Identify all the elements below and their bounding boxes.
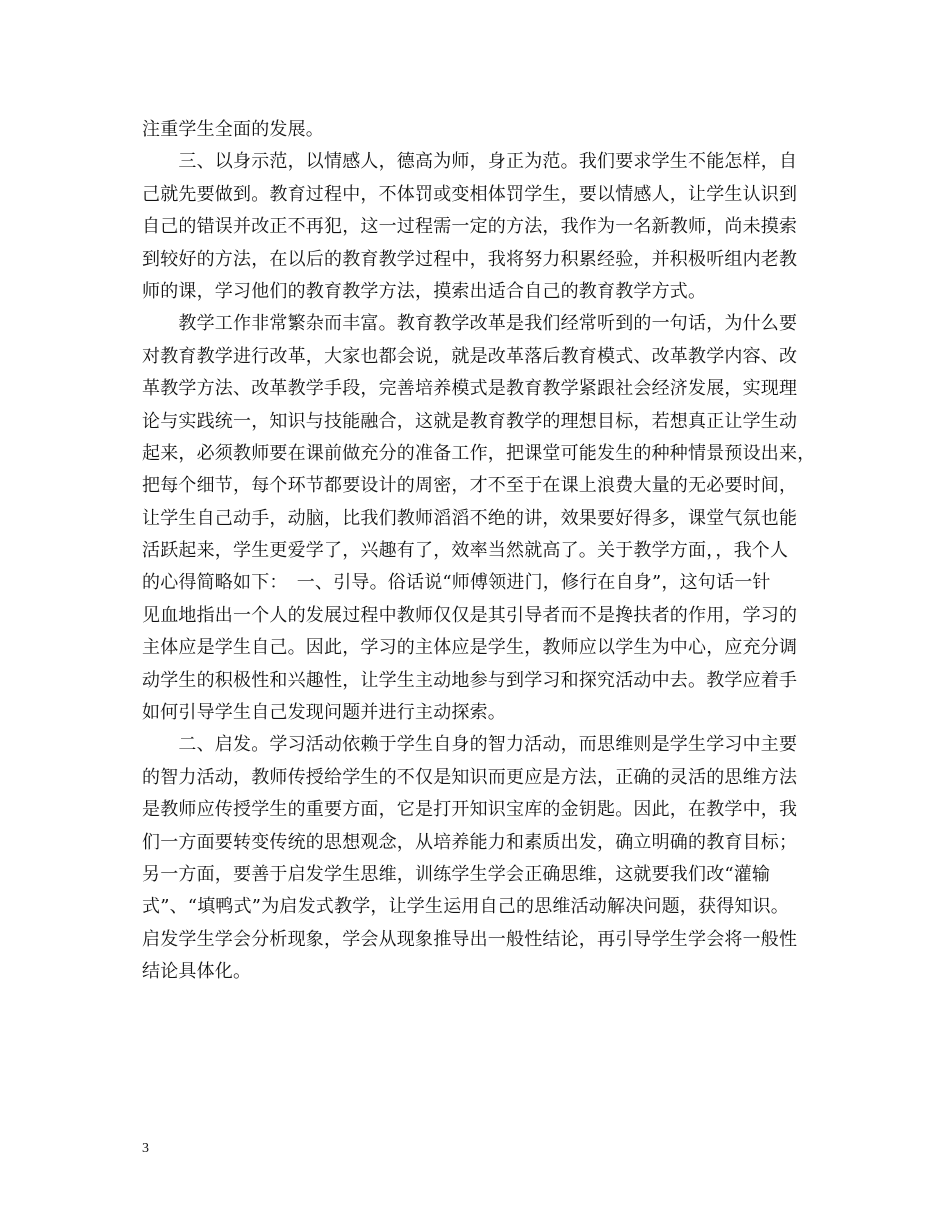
text-line: 式”、“填鸭式”为启发式教学，让学生运用自己的思维活动解决问题，获得知识。 xyxy=(142,896,790,918)
text-line: 己就先要做到。教育过程中，不体罚或变相体罚学生，要以情感人，让学生认识到 xyxy=(142,183,798,205)
text-line: 到较好的方法，在以后的教育教学过程中，我将努力积累经验，并积极听组内老教 xyxy=(142,248,798,270)
text-line: 二、启发。学习活动依赖于学生自身的智力活动，而思维则是学生学习中主要 xyxy=(142,734,798,756)
text-line: 启发学生学会分析现象，学会从现象推导出一般性结论，再引导学生学会将一般性 xyxy=(142,928,798,950)
text-line: 结论具体化。 xyxy=(142,961,252,983)
text-line: 的智力活动，教师传授给学生的不仅是知识而更应是方法，正确的灵活的思维方法 xyxy=(142,766,798,788)
text-line: 三、以身示范，以情感人，德高为师，身正为范。我们要求学生不能怎样，自 xyxy=(142,151,798,173)
text-line: 活跃起来，学生更爱学了，兴趣有了，效率当然就高了。关于教学方面，，我个人 xyxy=(142,540,789,562)
text-line: 起来，必须教师要在课前做充分的准备工作，把课堂可能发生的种种情景预设出来， xyxy=(142,442,816,464)
text-line: 师的课，学习他们的教育教学方法，摸索出适合自己的教育教学方式。 xyxy=(142,280,707,302)
text-line: 是教师应传授学生的重要方面，它是打开知识宝库的金钥匙。因此，在教学中，我 xyxy=(142,799,798,821)
text-line: 们一方面要转变传统的思想观念，从培养能力和素质出发，确立明确的教育目标； xyxy=(142,831,798,853)
text-line: 把每个细节，每个环节都要设计的周密，才不至于在课上浪费大量的无必要时间， xyxy=(142,475,798,497)
text-line: 自己的错误并改正不再犯，这一过程需一定的方法，我作为一名新教师，尚未摸索 xyxy=(142,216,798,238)
text-line: 让学生自己动手，动脑，比我们教师滔滔不绝的讲，效果要好得多，课堂气氛也能 xyxy=(142,507,798,529)
text-line: 动学生的积极性和兴趣性，让学生主动地参与到学习和探究活动中去。教学应着手 xyxy=(142,669,798,691)
text-line: 另一方面，要善于启发学生思维，训练学生学会正确思维，这就要我们改“灌输 xyxy=(142,863,771,885)
text-line: 论与实践统一，知识与技能融合，这就是教育教学的理想目标，若想真正让学生动 xyxy=(142,410,798,432)
text-line: 主体应是学生自己。因此，学习的主体应是学生，教师应以学生为中心，应充分调 xyxy=(142,637,798,659)
text-line: 如何引导学生自己发现问题并进行主动探索。 xyxy=(142,702,506,724)
text-line: 见血地指出一个人的发展过程中教师仅仅是其引导者而不是搀扶者的作用，学习的 xyxy=(142,604,798,626)
body-text xyxy=(142,114,842,989)
text-line: 的心得简略如下： 一、引导。俗话说“师傅领进门，修行在自身”，这句话一针 xyxy=(142,572,771,594)
text-line: 注重学生全面的发展。 xyxy=(142,119,324,140)
page-number: 3 xyxy=(142,1141,149,1156)
text-line: 教学工作非常繁杂而丰富。教育教学改革是我们经常听到的一句话，为什么要 xyxy=(142,313,798,335)
text-line: 革教学方法、改革教学手段，完善培养模式是教育教学紧跟社会经济发展，实现理 xyxy=(142,378,798,400)
text-line: 对教育教学进行改革，大家也都会说，就是改革落后教育模式、改革教学内容、改 xyxy=(142,345,798,367)
